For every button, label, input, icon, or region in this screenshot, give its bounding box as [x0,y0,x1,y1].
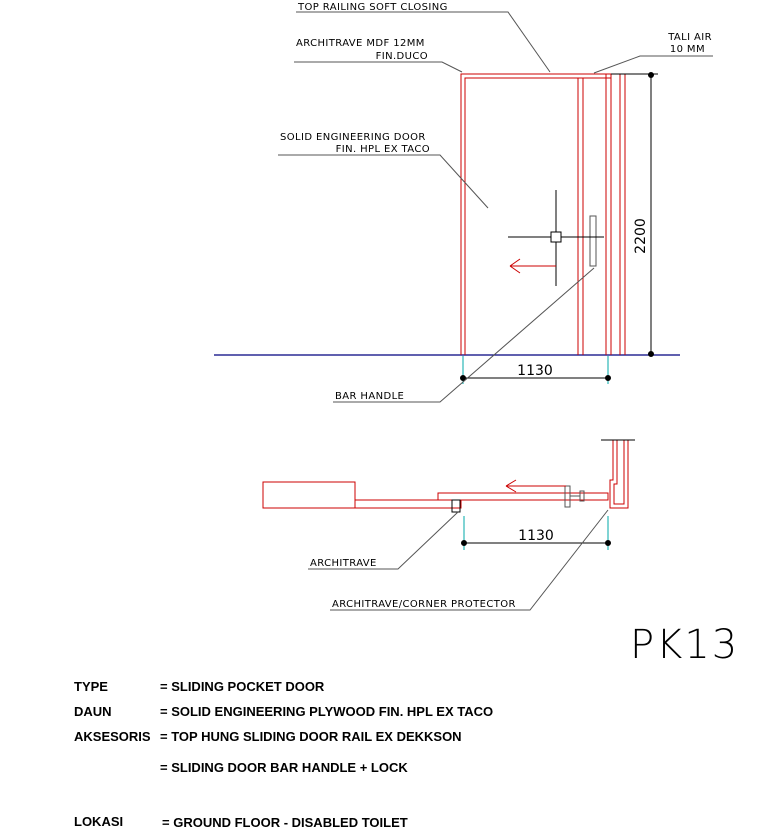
architrave-plan-stub [452,500,460,512]
spec-aksesoris-key: AKSESORIS [74,729,151,744]
pocket-box [263,482,355,508]
label-architrave-plan: ARCHITRAVE [310,558,377,569]
label-tali-air: TALI AIR [668,32,712,43]
spec-lokasi-key: LOKASI [74,814,124,829]
elevation-view [214,2,713,402]
door-frame [461,74,611,355]
slide-arrow-plan [506,480,566,492]
label-top-railing: TOP RAILING SOFT CLOSING [298,2,448,13]
label-bar-handle: BAR HANDLE [335,391,405,402]
label-door-material: SOLID ENGINEERING DOOR [280,132,426,143]
plan-view [263,440,635,610]
label-tali-air-size: 10 MM [669,44,705,55]
leader-lines [278,12,713,402]
pocket-wall [611,74,625,355]
slide-arrow-elevation [510,259,556,273]
width-dimension-elevation-label: 1130 [517,363,553,379]
spec-lokasi-value: = GROUND FLOOR - DISABLED TOILET [162,815,408,830]
spec-type-key: TYPE [74,679,108,694]
height-dimension [611,73,658,357]
spec-aksesoris-value-2: = SLIDING DOOR BAR HANDLE + LOCK [160,760,408,775]
bar-handle [590,216,596,266]
drawing-code: PK13 [630,622,740,668]
spec-daun-value: = SOLID ENGINEERING PLYWOOD FIN. HPL EX TACO [160,704,494,719]
width-dimension-plan-label: 1130 [518,528,554,544]
label-architrave-mdf: ARCHITRAVE MDF 12MM [296,38,425,49]
height-dimension-label: 2200 [633,218,649,254]
label-corner-protector: ARCHITRAVE/CORNER PROTECTOR [332,599,516,610]
label-door-finish: FIN. HPL EX TACO [335,144,430,155]
spec-daun-key: DAUN [74,704,112,719]
bar-handle-plan [565,486,584,507]
label-architrave-fin: FIN.DUCO [375,51,428,62]
spec-aksesoris-value-1: = TOP HUNG SLIDING DOOR RAIL EX DEKKSON [160,729,462,744]
spec-type-value: = SLIDING POCKET DOOR [160,679,325,694]
jamb-plan [610,440,628,508]
